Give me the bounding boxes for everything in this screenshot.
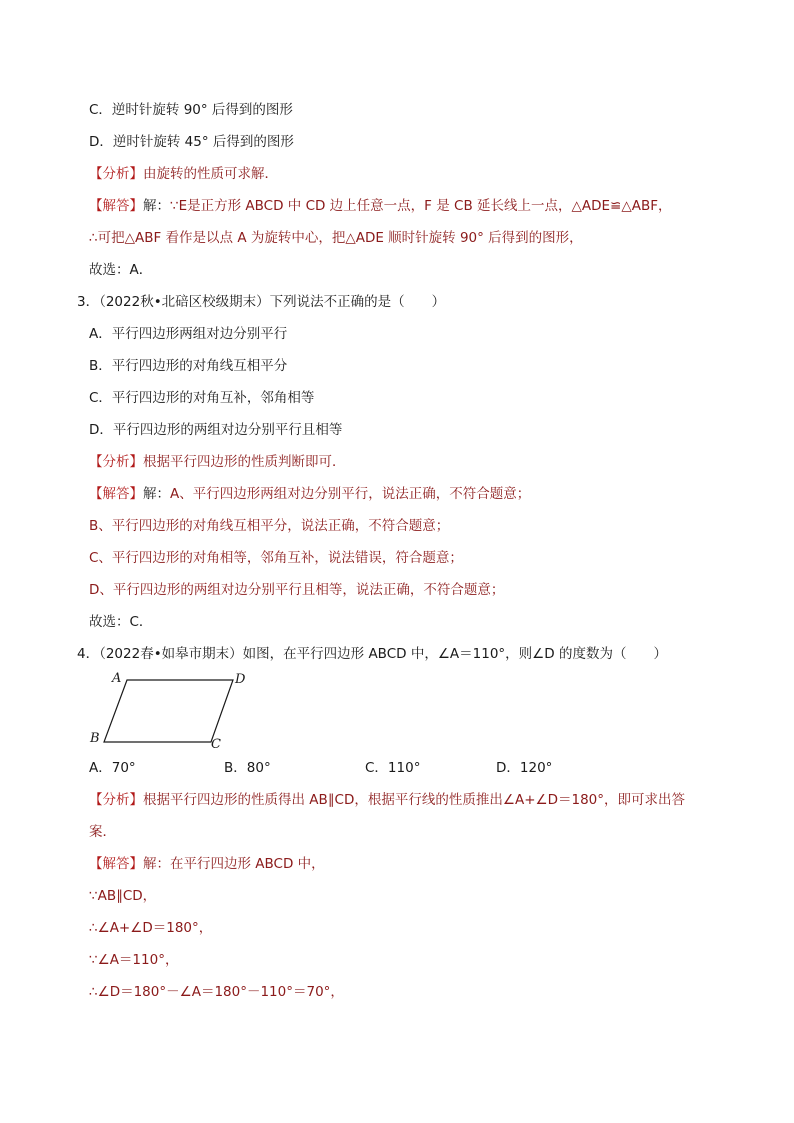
analysis-text: 根据平行四边形的性质判断即可． xyxy=(143,454,346,470)
q3-answer xyxy=(89,484,530,504)
q3-option-d: D．平行四边形的两组对边分别平行且相等 xyxy=(89,422,343,438)
q4-step-2: ∴∠A+∠D＝180°， xyxy=(89,920,213,936)
q4-step-3: ∵∠A＝110°， xyxy=(89,952,179,968)
analysis-tag: 【分析】 xyxy=(89,792,143,808)
q3-answer-line-4: D、平行四边形的两组对边分别平行且相等，说法正确，不符合题意； xyxy=(89,582,505,598)
q4-option-b: B．80° xyxy=(224,760,271,776)
q3-option-a: A．平行四边形两组对边分别平行 xyxy=(89,326,288,342)
vertex-label-a: A xyxy=(112,671,122,686)
q3-option-b: B．平行四边形的对角线互相平分 xyxy=(89,358,288,374)
q4-analysis-line-2: 案． xyxy=(89,824,116,840)
answer-line: A、平行四边形两组对边分别平行，说法正确，不符合题意； xyxy=(170,486,531,502)
answer-line: ∵E是正方形 ABCD 中 CD 边上任意一点，F 是 CB 延长线上一点，△ADE≌△ABF， xyxy=(170,198,672,214)
q4-step-1: ∵AB∥CD， xyxy=(89,888,157,904)
q3-conclusion: 故选：C． xyxy=(89,614,153,630)
answer-lead: 解： xyxy=(143,486,170,502)
q3-answer-line-2: B、平行四边形的对角线互相平分，说法正确，不符合题意； xyxy=(89,518,450,534)
q4-step-4: ∴∠D＝180°－∠A＝180°－110°＝70°， xyxy=(89,984,344,1000)
answer-tag: 【解答】 xyxy=(89,198,143,214)
q4-option-c: C．110° xyxy=(365,760,421,776)
q4-stem: 4．（2022春•如皋市期末）如图，在平行四边形 ABCD 中，∠A＝110°，则∠D 的度数为（ ） xyxy=(77,646,667,662)
parallelogram-shape xyxy=(104,680,233,742)
analysis-text: 由旋转的性质可求解． xyxy=(143,166,278,182)
answer-tag: 【解答】 xyxy=(89,856,143,872)
q4-option-d: D．120° xyxy=(496,760,553,776)
q2-answer-line-2: ∴可把△ABF 看作是以点 A 为旋转中心，把△ADE 顺时针旋转 90° 后得到的图形， xyxy=(89,230,583,246)
q3-option-c: C．平行四边形的对角互补，邻角相等 xyxy=(89,390,315,406)
q2-analysis xyxy=(89,164,278,184)
q2-option-c: C．逆时针旋转 90° 后得到的图形 xyxy=(89,102,293,118)
q4-answer xyxy=(89,854,325,874)
answer-tag: 【解答】 xyxy=(89,486,143,502)
q2-answer xyxy=(89,196,672,216)
q2-conclusion: 故选：A． xyxy=(89,262,153,278)
parallelogram-figure xyxy=(85,668,255,752)
analysis-text: 根据平行四边形的性质得出 AB∥CD，根据平行线的性质推出∠A+∠D＝180°，即可求出答 xyxy=(143,792,686,808)
q3-stem: 3．（2022秋•北碚区校级期末）下列说法不正确的是（ ） xyxy=(77,294,446,310)
answer-lead: 解： xyxy=(143,198,170,214)
q2-option-d: D．逆时针旋转 45° 后得到的图形 xyxy=(89,134,294,150)
analysis-tag: 【分析】 xyxy=(89,166,143,182)
answer-lead: 解：在平行四边形 ABCD 中， xyxy=(143,856,325,872)
vertex-label-b: B xyxy=(90,731,100,746)
q3-analysis xyxy=(89,452,346,472)
q4-analysis xyxy=(89,790,685,810)
vertex-label-d: D xyxy=(235,672,246,687)
q4-option-a: A．70° xyxy=(89,760,136,776)
analysis-tag: 【分析】 xyxy=(89,454,143,470)
q3-answer-line-3: C、平行四边形的对角相等，邻角互补，说法错误，符合题意； xyxy=(89,550,463,566)
vertex-label-c: C xyxy=(211,737,221,752)
